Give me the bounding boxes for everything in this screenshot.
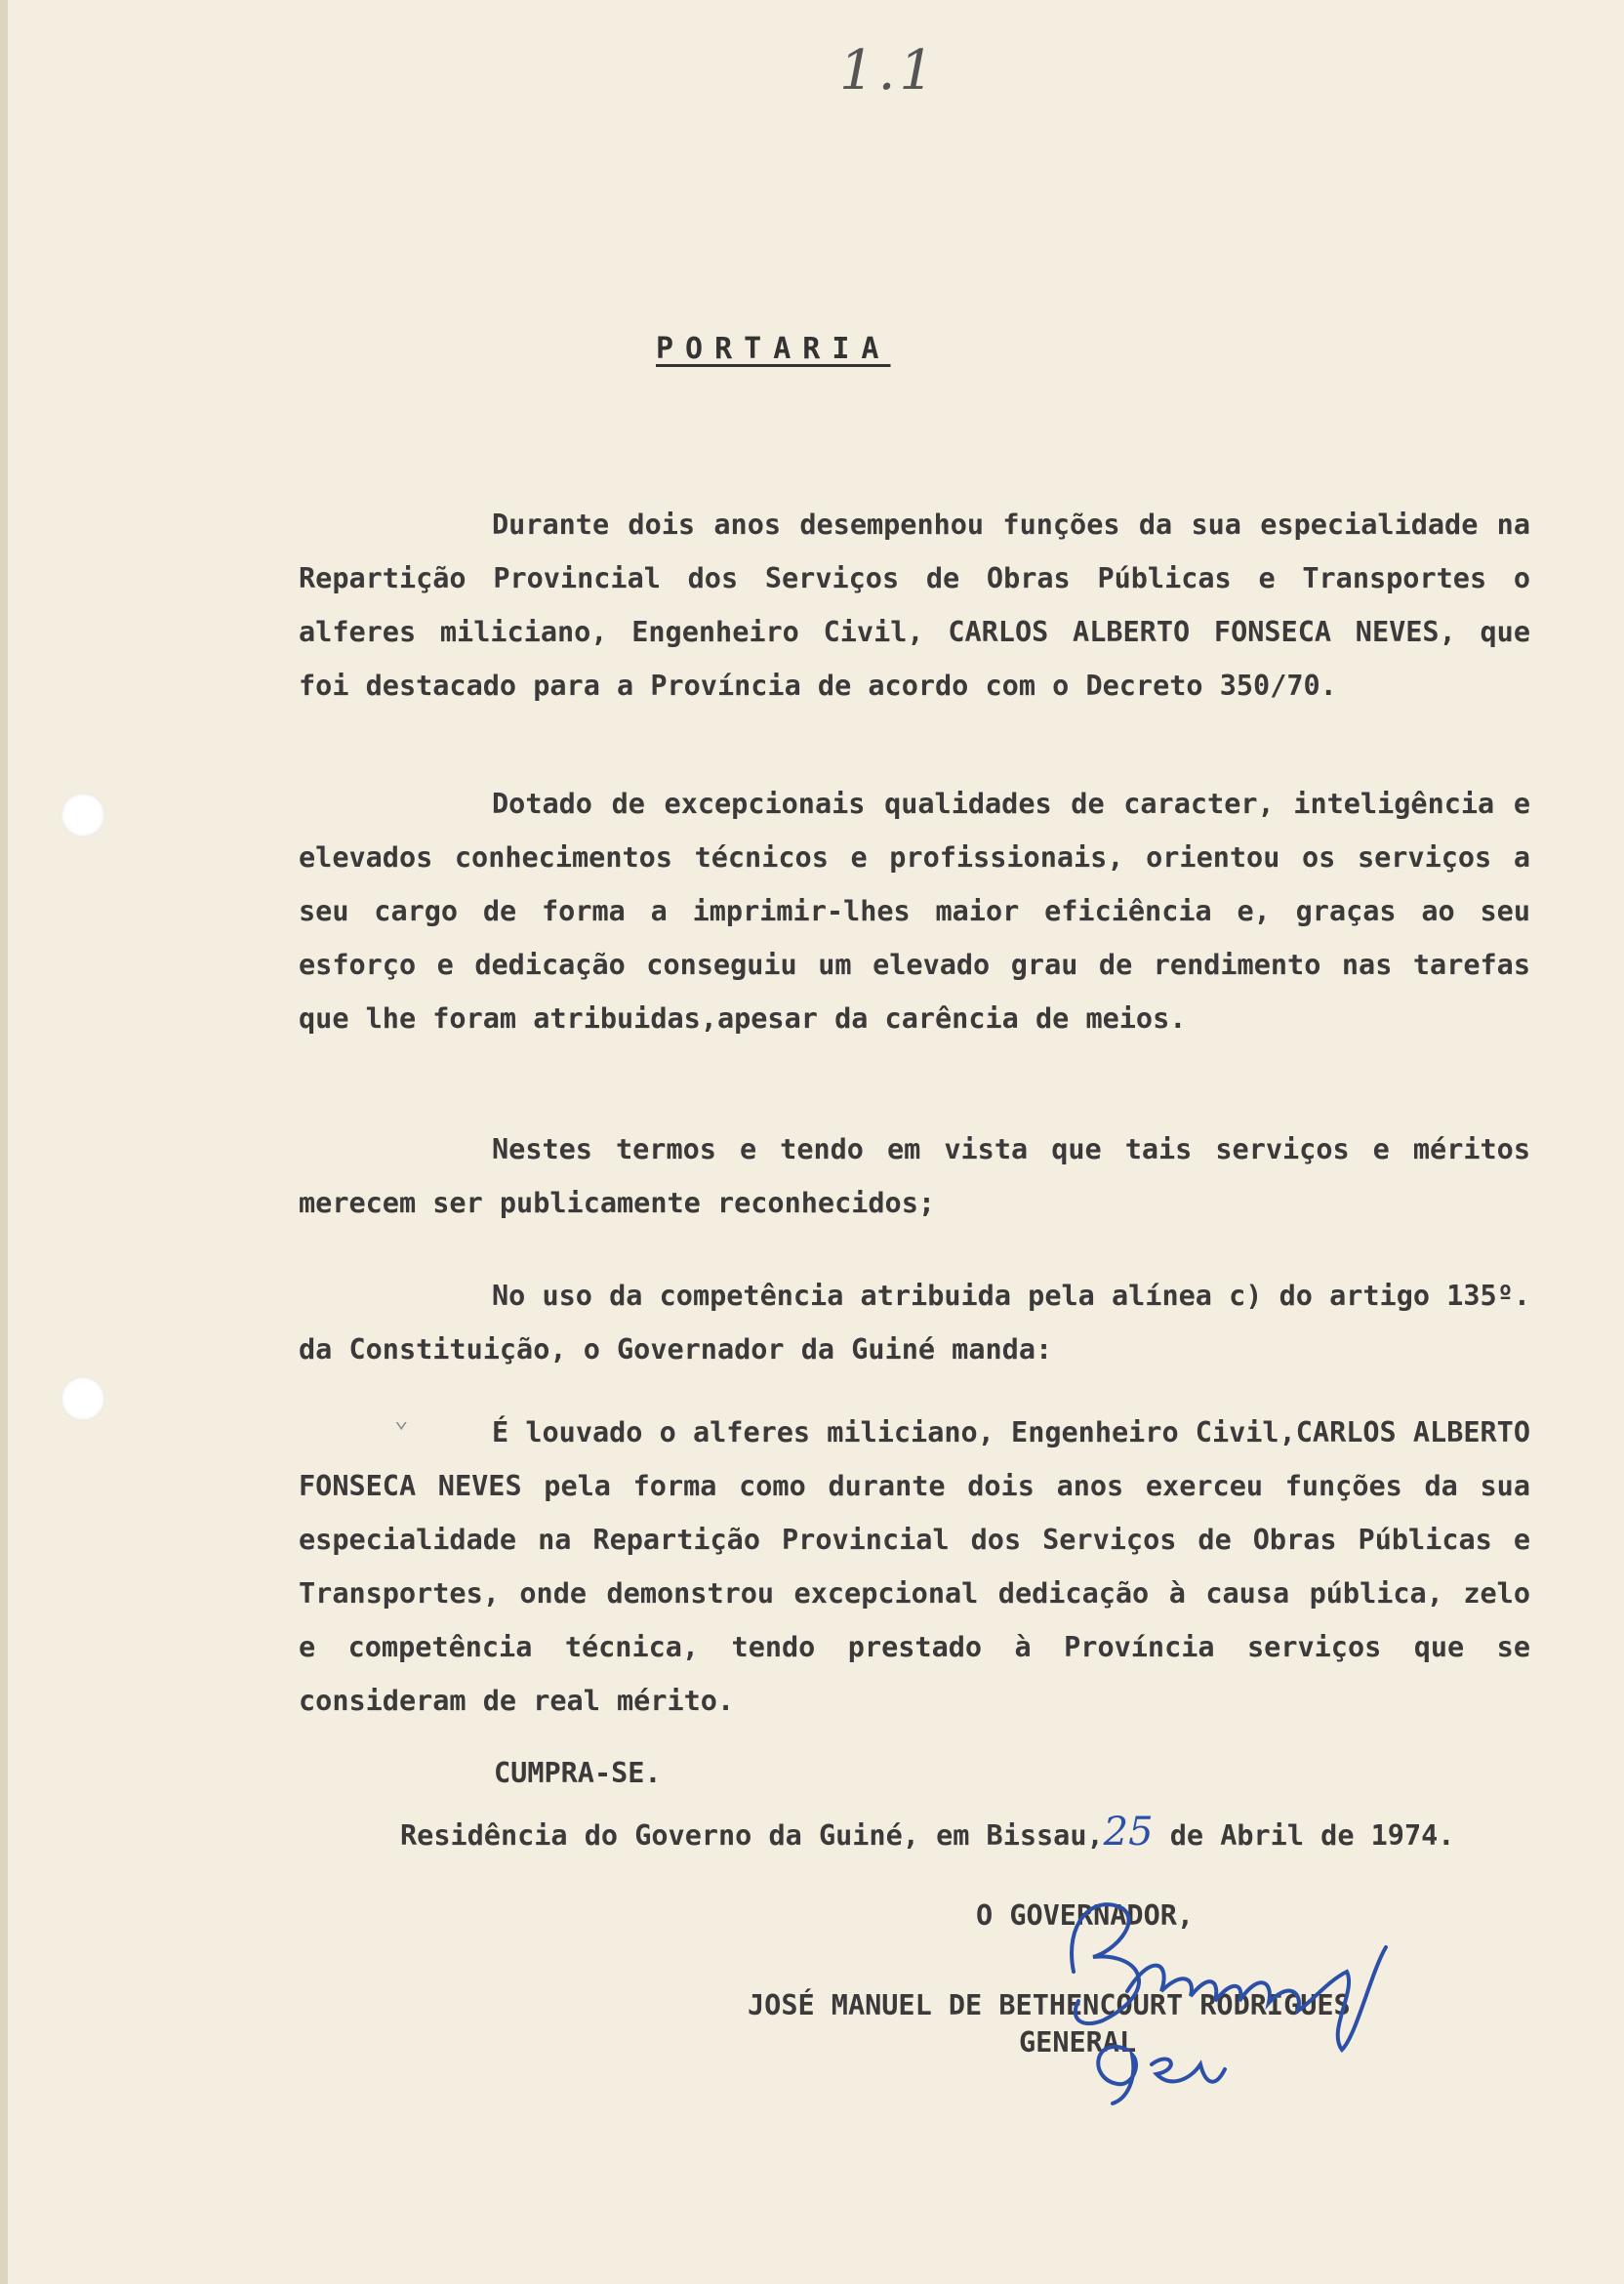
check-mark: ⌄ <box>394 1406 409 1433</box>
signatory-name: JOSÉ MANUEL DE BETHENCOURT RODRIGUES <box>748 1989 1351 2021</box>
signatory-rank: GENERAL <box>1019 2026 1137 2059</box>
handwritten-page-number: 1.1 <box>839 39 939 102</box>
paragraph-4: No uso da competência atribuida pela alínea c) do artigo 135º. da Constituição, o Governador da Guiné manda: <box>299 1280 1530 1366</box>
punch-hole-bottom <box>61 1376 105 1421</box>
paragraph-2: Dotado de excepcionais qualidades de caracter, inteligência e elevados conhecimentos técnicos e profissionais, orientou os serviços a seu cargo de forma a imprimir-lhes maior eficiência e, graças ao seu esforço e dedicação conseguiu um elevado grau de rendimento nas tarefas que lhe foram atribuidas,apesar da carência de meios. <box>299 788 1530 1035</box>
place-before-day: Residência do Governo da Guiné, em Bissau, <box>400 1819 1104 1852</box>
signature-stroke-b <box>1072 1904 1139 2023</box>
document-title: PORTARIA <box>656 332 891 366</box>
page-edge <box>0 0 8 2284</box>
signature-stroke-name <box>1127 1947 1386 2050</box>
handwritten-signature <box>1035 1855 1444 2108</box>
paragraph-3: Nestes termos e tendo em vista que tais serviços e méritos merecem ser publicamente reconhecidos; <box>299 1133 1530 1219</box>
signature-stroke-gen <box>1098 2047 1225 2103</box>
handwritten-day: 25 <box>1103 1810 1154 1855</box>
cumpra-se: CUMPRA-SE. <box>494 1757 662 1789</box>
place-after-day: de Abril de 1974. <box>1169 1819 1455 1852</box>
paragraph-5: É louvado o alferes miliciano, Engenheiro Civil,CARLOS ALBERTO FONSECA NEVES pela forma como durante dois anos exerceu funções da sua especialidade na Repartição Provincial dos Serviços de Obras Públicas e Transportes, onde demonstrou excepcional dedicação à causa pública, zelo e competência técnica, tendo prestado à Província serviços que se consideram de real mérito. <box>299 1416 1530 1717</box>
punch-hole-top <box>61 793 105 837</box>
signatory-role: O GOVERNADOR, <box>976 1899 1195 1932</box>
paragraph-1: Durante dois anos desempenhou funções da sua especialidade na Repartição Provincial dos Serviços de Obras Públicas e Transportes o alferes miliciano, Engenheiro Civil, CARLOS ALBERTO FONSECA NEVES, que foi destacado para a Província de acordo com o Decreto 350/70. <box>299 509 1530 702</box>
